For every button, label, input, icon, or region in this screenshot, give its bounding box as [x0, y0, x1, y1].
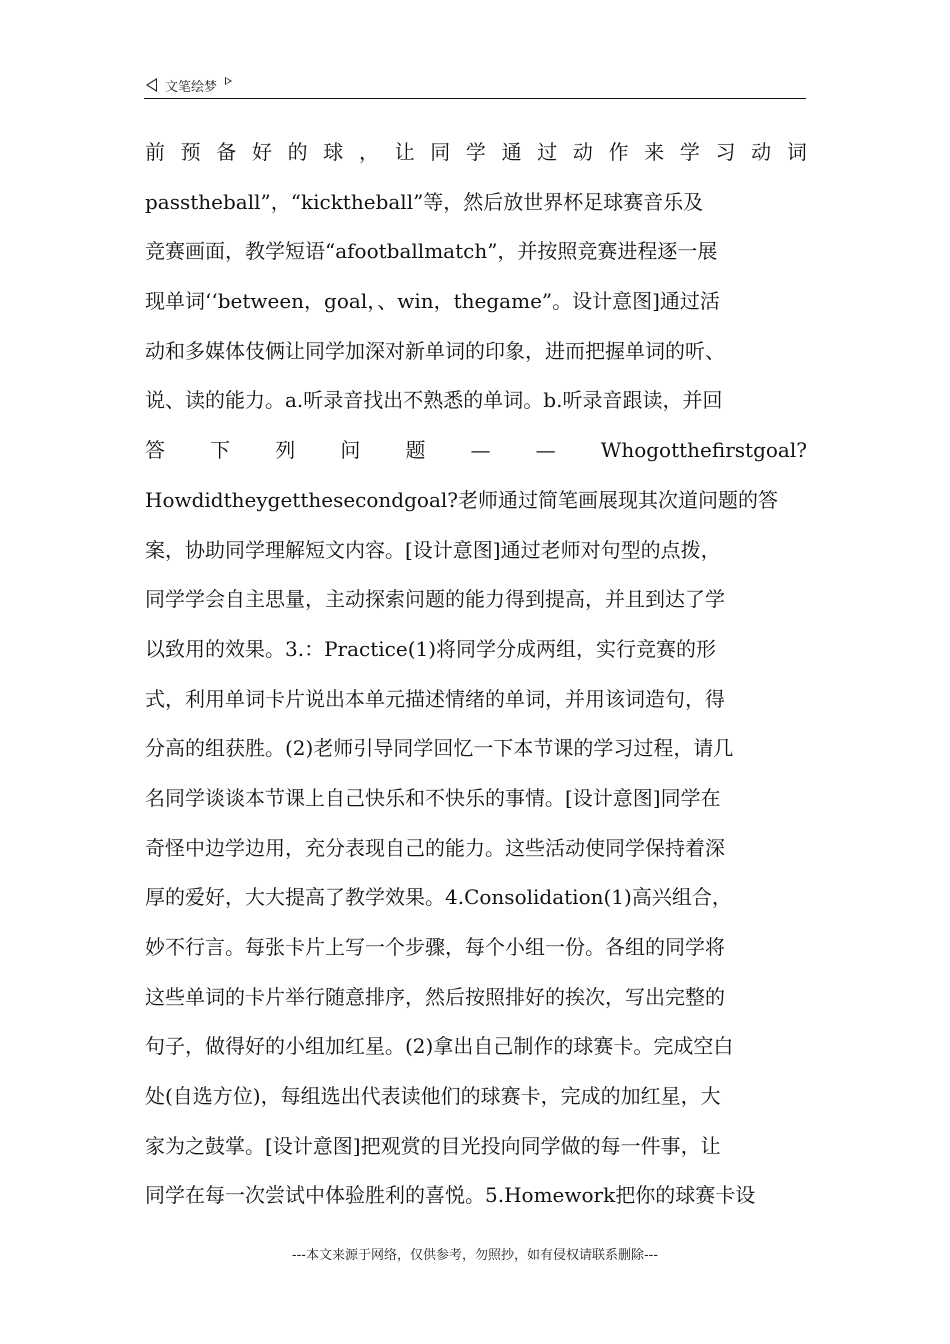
- header-title: 文笔绘梦: [165, 79, 218, 95]
- body-line-20: 处(自选方位)，每组选出代表读他们的球赛卡，完成的加红星，大: [145, 1084, 721, 1109]
- footer-notice: ---本文来源于网络，仅供参考，勿照抄，如有侵权请联系删除---: [291, 1248, 659, 1263]
- body-line-4: 现单词‘‘between，goal，、win，thegame”。设计意图]通过活: [145, 289, 720, 314]
- body-line-17: 妙不行言。每张卡片上写一个步骤，每个小组一份。各组的同学将: [145, 935, 725, 959]
- body-line-9: 案，协助同学理解短文内容。[设计意图]通过老师对句型的点拨，: [145, 537, 721, 562]
- body-line-15: 奇怪中边学边用，充分表现自己的能力。这些活动使同学保持着深: [145, 835, 725, 860]
- body-line-7: 答 下 列 问 题 — — Whogotthefirstgoal?: [145, 438, 807, 463]
- body-line-11: 以致用的效果。3.：Practice(1)将同学分成两组，实行竞赛的形: [145, 636, 717, 661]
- body-line-1: 前 预 备 好 的 球 ， 让 同 学 通 过 动 作 来 学 习 动 词: [145, 140, 807, 164]
- body-line-2: passtheball”，“kicktheball”等，然后放世界杯足球赛音乐及: [145, 189, 704, 214]
- body-line-13: 分高的组获胜。(2)老师引导同学回忆一下本节课的学习过程，请几: [145, 736, 734, 761]
- triangle-left-icon: [146, 78, 157, 92]
- triangle-right-icon: [225, 77, 232, 85]
- body-line-19: 句子，做得好的小组加红星。(2)拿出自己制作的球赛卡。完成空白: [145, 1034, 734, 1059]
- body-line-12: 式，利用单词卡片说出本单元描述情绪的单词，并用该词造句，得: [145, 686, 725, 711]
- body-line-14: 名同学谈谈本节课上自己快乐和不快乐的事情。[设计意图]同学在: [145, 785, 721, 810]
- body-line-3: 竞赛画面，教学短语“afootballmatch”，并按照竞赛进程逐一展: [145, 239, 718, 264]
- body-line-10: 同学学会自主思量，主动探索问题的能力得到提高，并且到达了学: [145, 587, 725, 612]
- header-divider: [144, 98, 806, 99]
- body-line-8: Howdidtheygetthesecondgoal?老师通过简笔画展现其次道问题的答: [145, 487, 778, 512]
- body-line-18: 这些单词的卡片举行随意排序，然后按照排好的挨次，写出完整的: [145, 984, 725, 1009]
- body-line-6: 说、读的能力。a.听录音找出不熟悉的单词。b.听录音跟读，并回: [145, 388, 723, 413]
- body-line-21: 家为之鼓掌。[设计意图]把观赏的目光投向同学做的每一件事，让: [145, 1133, 721, 1158]
- document-body: [145, 128, 807, 1221]
- body-line-22: 同学在每一次尝试中体验胜利的喜悦。5.Homework把你的球赛卡设: [145, 1183, 756, 1208]
- body-line-16: 厚的爱好，大大提高了教学效果。4.Consolidation(1)高兴组合，: [145, 885, 732, 910]
- body-line-5: 动和多媒体伎俩让同学加深对新单词的印象，进而把握单词的听、: [145, 338, 725, 363]
- page-header: [146, 72, 806, 98]
